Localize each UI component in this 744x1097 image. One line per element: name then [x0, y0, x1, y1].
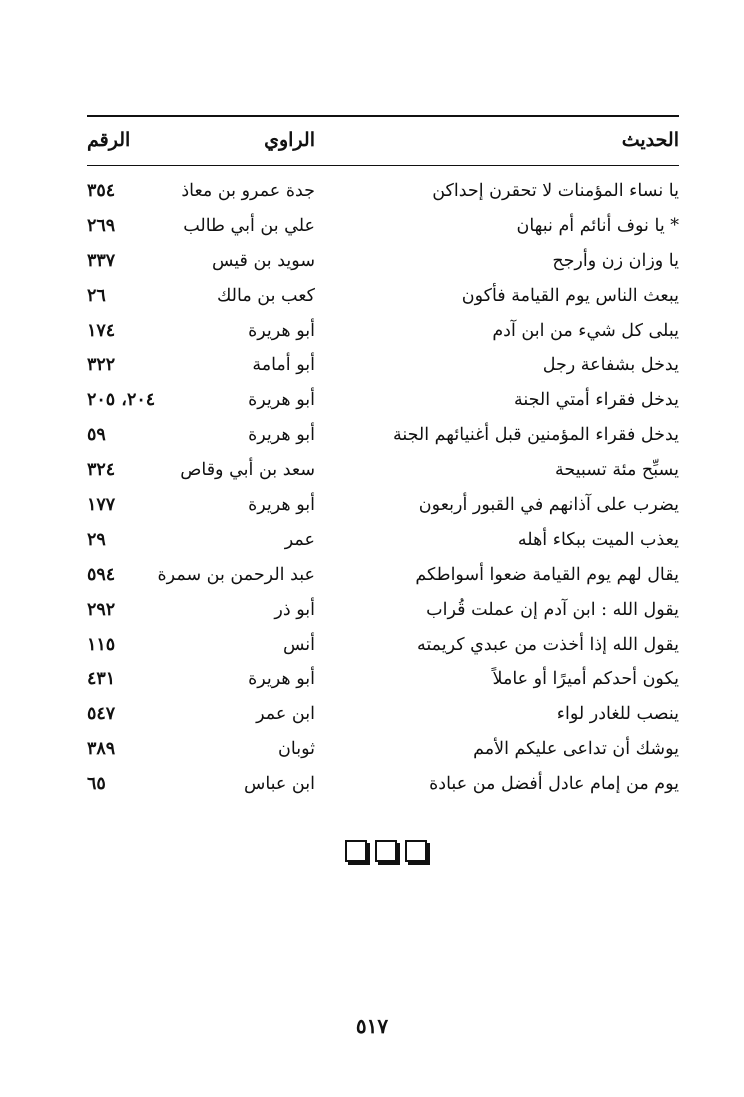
hadith-number: ٥٩٤ — [87, 564, 116, 585]
rawi-name: أبو هريرة — [248, 425, 315, 446]
table-row — [87, 418, 679, 453]
hadith-number: ٣٣٧ — [87, 250, 116, 271]
table-row — [87, 244, 679, 279]
hadith-number: ٢٩ — [87, 529, 106, 550]
index-table-body — [87, 174, 679, 802]
header-rawi: الراوي — [264, 129, 315, 151]
page-number: ٥١٧ — [355, 1014, 389, 1038]
rawi-name: ثوبان — [278, 739, 315, 760]
rawi-name: كعب بن مالك — [216, 285, 315, 306]
hadith-number: ٢٦ — [87, 285, 106, 306]
table-row — [87, 279, 679, 314]
hadith-text: يقول الله إذا أخذت من عبدي كريمته — [416, 634, 679, 655]
table-row — [87, 488, 679, 523]
hadith-text: يوم من إمام عادل أفضل من عبادة — [429, 774, 679, 795]
hadith-text: يوشك أن تداعى عليكم الأمم — [473, 739, 679, 760]
hadith-number: ٥٩ — [87, 425, 106, 446]
rawi-name: جدة عمرو بن معاذ — [181, 181, 315, 201]
hadith-text: يبلى كل شيء من ابن آدم — [492, 320, 679, 341]
table-row — [87, 174, 679, 209]
hadith-text: يبعث الناس يوم القيامة فأكون — [461, 285, 679, 306]
rawi-name: سعد بن أبي وقاص — [180, 460, 315, 481]
table-row — [87, 314, 679, 349]
hadith-number: ١٧٧ — [87, 495, 116, 516]
rawi-name: سويد بن قيس — [211, 250, 315, 271]
hadith-text: يعذب الميت ببكاء أهله — [517, 529, 679, 550]
hadith-number: ٣٢٢ — [87, 355, 116, 376]
table-row — [87, 348, 679, 383]
header-bottom-rule — [87, 165, 679, 166]
table-row — [87, 558, 679, 593]
hadith-number: ٢٦٩ — [87, 215, 116, 236]
ornament-box-icon — [405, 840, 427, 862]
hadith-text: يقول الله : ابن آدم إن عملت قُراب — [426, 599, 679, 620]
table-row — [87, 662, 679, 697]
table-row — [87, 523, 679, 558]
table-row — [87, 628, 679, 663]
hadith-number: ٤٣١ — [87, 669, 116, 690]
hadith-number: ٣٨٩ — [87, 739, 116, 760]
hadith-number: ٥٤٧ — [87, 704, 116, 725]
table-header — [87, 124, 679, 156]
hadith-text: يقال لهم يوم القيامة ضعوا أسواطكم — [415, 564, 679, 585]
hadith-text: يضرب على آذانهم في القبور أربعون — [418, 495, 679, 516]
rawi-name: أنس — [282, 634, 315, 655]
table-row — [87, 383, 679, 418]
section-end-ornament — [343, 840, 429, 864]
header-top-rule — [87, 115, 679, 117]
table-row — [87, 209, 679, 244]
hadith-text: يسبِّح مئة تسبيحة — [555, 460, 679, 481]
rawi-name: علي بن أبي طالب — [183, 215, 315, 236]
hadith-text: يدخل فقراء المؤمنين قبل أغنيائهم الجنة — [392, 425, 679, 446]
table-row — [87, 697, 679, 732]
rawi-name: أبو هريرة — [248, 320, 315, 341]
rawi-name: أبو هريرة — [248, 495, 315, 516]
table-row — [87, 767, 679, 802]
header-number: الرقم — [87, 129, 131, 151]
rawi-name: أبو هريرة — [248, 390, 315, 411]
rawi-name: ابن عباس — [243, 774, 315, 795]
hadith-number: ٢٩٢ — [87, 599, 116, 620]
rawi-name: أبو أمامة — [252, 355, 315, 376]
hadith-text: * يا نوف أنائم أم نبهان — [516, 215, 679, 236]
hadith-text: يدخل فقراء أمتي الجنة — [513, 390, 679, 411]
hadith-text: يدخل بشفاعة رجل — [542, 355, 679, 376]
hadith-number: ٣٢٤ — [87, 460, 116, 481]
table-row — [87, 453, 679, 488]
ornament-box-icon — [345, 840, 367, 862]
hadith-number: ٢٠٤، ٢٠٥ — [87, 390, 156, 411]
table-row — [87, 732, 679, 767]
table-row — [87, 593, 679, 628]
hadith-number: ٣٥٤ — [87, 181, 116, 201]
hadith-text: يا نساء المؤمنات لا تحقرن إحداكن — [432, 181, 679, 201]
hadith-text: ينصب للغادر لواء — [556, 704, 679, 725]
header-hadith: الحديث — [621, 129, 679, 151]
rawi-name: عبد الرحمن بن سمرة — [157, 564, 315, 585]
hadith-text: يكون أحدكم أميرًا أو عاملاً — [492, 669, 679, 690]
hadith-number: ١٧٤ — [87, 320, 116, 341]
hadith-text: يا وزان زن وأرجح — [552, 250, 679, 271]
rawi-name: أبو ذر — [274, 599, 315, 620]
hadith-number: ١١٥ — [87, 634, 116, 655]
rawi-name: ابن عمر — [256, 704, 315, 725]
rawi-name: عمر — [284, 529, 315, 550]
rawi-name: أبو هريرة — [248, 669, 315, 690]
hadith-number: ٦٥ — [87, 774, 106, 795]
ornament-box-icon — [375, 840, 397, 862]
